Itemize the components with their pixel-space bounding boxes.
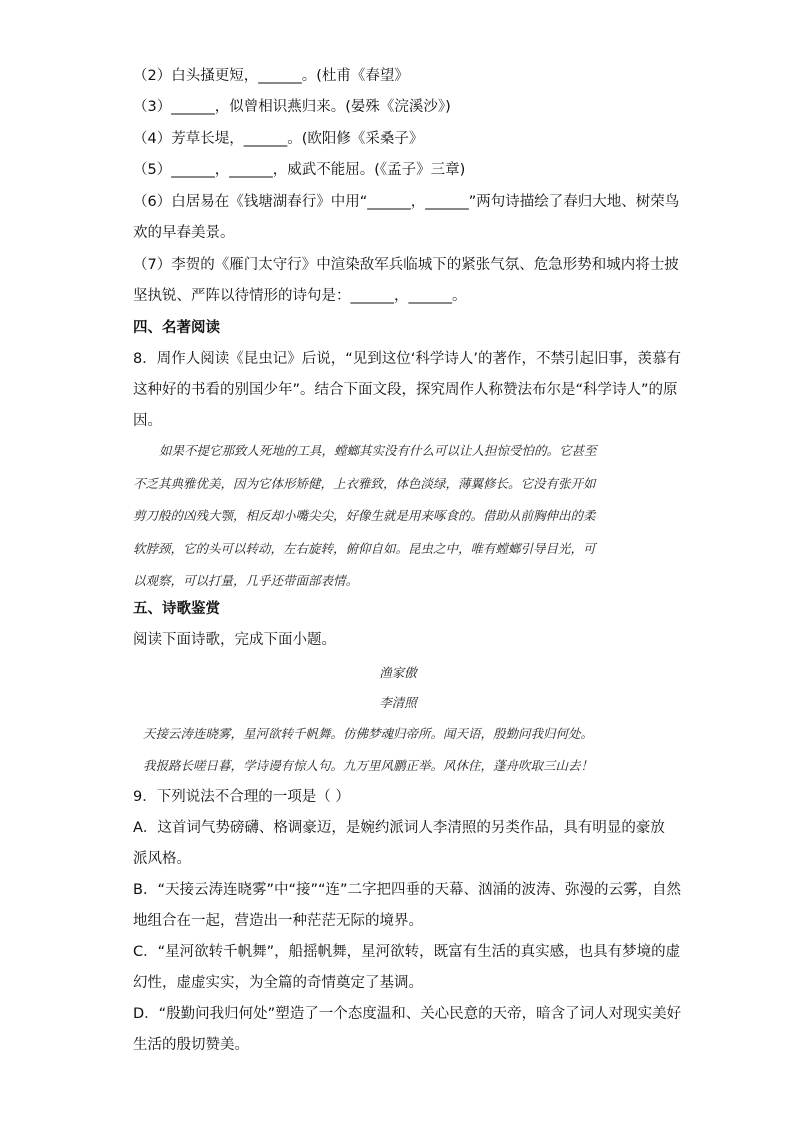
fill-blank-item-2: （2）白头搔更短，______。(杜甫《春望》 <box>133 68 409 84</box>
poem-line-2: 我报路长嗟日暮，学诗谩有惊人句。九万里风鹏正举。风休住，蓬舟吹取三山去！ <box>143 758 594 773</box>
passage-line-5: 以观察，可以打量，几乎还带面部表情。 <box>133 573 359 588</box>
fill-blank-item-4: （4）芳草长堤，______。(欧阳修《采桑子》 <box>133 131 424 147</box>
fill-blank-item-7-cont: 坚执锐、严阵以待情形的诗句是：______，______。 <box>133 288 467 304</box>
option-b-line-2: 地组合在一起，营造出一种茫茫无际的境界。 <box>133 913 423 929</box>
question-8-line-2: 这种好的书看的别国少年”。结合下面文段，探究周作人称赞法布尔是“科学诗人”的原 <box>133 382 678 398</box>
passage-line-1: 如果不提它那致人死地的工具，螳螂其实没有什么可以让人担惊受怕的。它甚至 <box>159 443 597 458</box>
option-a-line-1: A．这首词气势磅礴、格调豪迈，是婉约派词人李清照的另类作品，具有明显的豪放 <box>133 820 665 836</box>
option-a-line-2: 派风格。 <box>133 851 191 867</box>
poem-title: 渔家傲 <box>379 665 417 680</box>
fill-blank-item-6-cont: 欢的早春美景。 <box>133 225 235 241</box>
poetry-intro: 阅读下面诗歌，完成下面小题。 <box>133 632 336 648</box>
option-d-line-1: D．“殷勤问我归何处”塑造了一个态度温和、关心民意的天帝，暗含了词人对现实美好 <box>133 1006 682 1022</box>
option-c-line-2: 幻性，虚虚实实，为全篇的奇情奠定了基调。 <box>133 975 423 991</box>
fill-blank-item-6: （6）白居易在《钱塘湖春行》中用“______，______”两句诗描绘了春归大地、树荣鸟 <box>133 194 680 210</box>
option-b-line-1: B．“天接云涛连晓雾”中“接”“连”二字把四垂的天幕、汹涌的波涛、弥漫的云雾，自然 <box>133 882 682 898</box>
passage-line-2: 不乏其典雅优美，因为它体形矫健，上衣雅致，体色淡绿，薄翼修长。它没有张开如 <box>133 476 596 491</box>
passage-line-3: 剪刀般的凶残大颚，相反却小嘴尖尖，好像生就是用来啄食的。借助从前胸伸出的柔 <box>133 508 596 523</box>
section-heading-classics: 四、名著阅读 <box>133 320 220 336</box>
fill-blank-item-5: （5）______，______，威武不能屈。(《孟子》三章) <box>133 162 466 178</box>
option-d-line-2: 生活的殷切赞美。 <box>133 1037 249 1053</box>
option-c-line-1: C．“星河欲转千帆舞”，船摇帆舞，星河欲转，既富有生活的真实感，也具有梦境的虚 <box>133 944 681 960</box>
question-8-line-1: 8．周作人阅读《昆虫记》后说，“见到这位‘科学诗人’的著作，不禁引起旧事，羡慕有 <box>133 351 681 367</box>
question-9: 9．下列说法不合理的一项是（ ） <box>133 789 350 805</box>
poem-author: 李清照 <box>379 695 417 710</box>
fill-blank-item-3: （3）______，似曾相识燕归来。(晏殊《浣溪沙》) <box>133 99 451 115</box>
fill-blank-item-7: （7）李贺的《雁门太守行》中渲染敌军兵临城下的紧张气氛、危急形势和城内将士披 <box>133 257 679 273</box>
section-heading-poetry: 五、诗歌鉴赏 <box>133 601 220 617</box>
poem-line-1: 天接云涛连晓雾，星河欲转千帆舞。仿佛梦魂归帝所。闻天语，殷勤问我归何处。 <box>143 726 594 741</box>
passage-line-4: 软脖颈，它的头可以转动，左右旋转，俯仰自如。昆虫之中，唯有螳螂引导目光，可 <box>133 541 596 556</box>
question-8-line-3: 因。 <box>133 413 162 429</box>
